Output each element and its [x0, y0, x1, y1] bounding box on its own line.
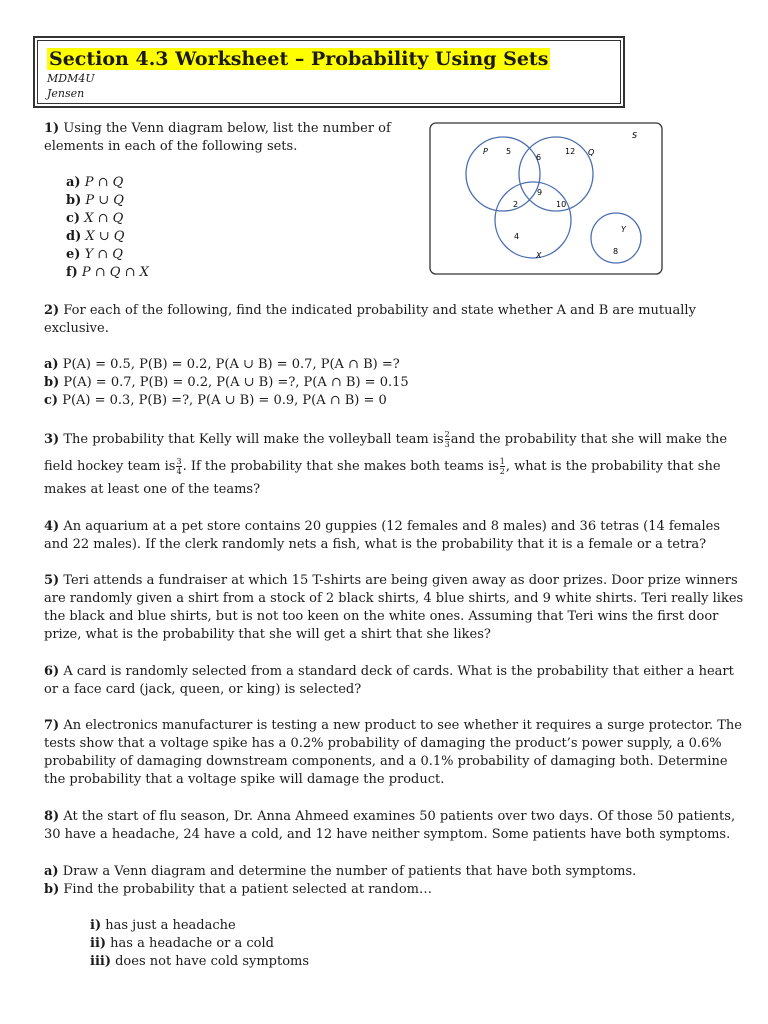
set-p-label: P [483, 147, 488, 156]
q1-line1: 1) Using the Venn diagram below, list the number of [44, 121, 391, 136]
q5-line1: 5) Teri attends a fundraiser at which 15 T-shirts are being given away as door prizes. Door prize winners [44, 573, 738, 588]
q4-line1: 4) An aquarium at a pet store contains 20 guppies (12 females and 8 males) and 36 tetras (14 females [44, 519, 720, 534]
course-code: MDM4U [47, 72, 95, 85]
q8-line2: 30 have a headache, 24 have a cold, and 12 have neither symptom. Some patients have both symptoms. [44, 827, 731, 842]
region-pq-only: 6 [536, 153, 542, 162]
q7-line3: probability of damaging downstream components, and a 0.1% probability of damaging both. Determine [44, 754, 728, 769]
q1-line2: elements in each of the following sets. [44, 139, 298, 154]
universal-set-rect [430, 123, 662, 274]
venn-diagram [428, 121, 664, 276]
q2-line1: 2) For each of the following, find the indicated probability and state whether A and B are mutually [44, 303, 696, 318]
set-y-label: Y [621, 225, 626, 234]
q8-sub-i: i) has just a headache [90, 918, 236, 933]
region-y-only: 8 [613, 247, 619, 256]
region-qx-only: 10 [556, 200, 567, 209]
q8-part-a: a) Draw a Venn diagram and determine the number of patients that have both symptoms. [44, 864, 637, 879]
fraction-three-quarters: $\frac{3}{4}$ [176, 457, 182, 476]
q2-part-a: a) P(A) = 0.5, P(B) = 0.2, P(A ∪ B) = 0.7, P(A ∩ B) =? [44, 357, 400, 372]
set-x-circle [495, 182, 571, 258]
region-q-only: 12 [565, 147, 576, 156]
q7-line1: 7) An electronics manufacturer is testing a new product to see whether it requires a surge protector. The [44, 718, 742, 733]
region-x-only: 4 [514, 232, 520, 241]
q2-part-c: c) P(A) = 0.3, P(B) =?, P(A ∪ B) = 0.9, P(A ∩ B) = 0 [44, 393, 387, 408]
q1-item-e: e) Y ∩ Q [66, 247, 123, 262]
q1-item-a: a) P ∩ Q [66, 175, 124, 190]
q5-line2: are randomly given a shirt from a stock of 2 black shirts, 4 blue shirts, and 9 white shirts. Teri really likes [44, 591, 744, 606]
fraction-one-half: $\frac{1}{2}$ [499, 457, 505, 476]
q3-line1: 3) The probability that Kelly will make the volleyball team is $\frac{2}{3}$ and the probability that she will make the [44, 430, 728, 449]
q8-sub-ii: ii) has a headache or a cold [90, 936, 274, 951]
q2-line2: exclusive. [44, 321, 109, 336]
region-pqx: 9 [537, 188, 543, 197]
q1-item-f: f) P ∩ Q ∩ X [66, 265, 149, 280]
q8-part-b: b) Find the probability that a patient selected at random… [44, 882, 432, 897]
q5-line4: prize, what is the probability that she will get a shirt that she likes? [44, 627, 491, 642]
q6-line1: 6) A card is randomly selected from a standard deck of cards. What is the probability that either a heart [44, 664, 734, 679]
q1-item-b: b) P ∪ Q [66, 193, 124, 208]
set-x-label: X [536, 251, 542, 260]
q8-sub-iii: iii) does not have cold symptoms [90, 954, 310, 969]
q3-line2: field hockey team is $\frac{3}{4}$ . If the probability that she makes both teams is $\frac{1}{2}$ , what is the probability that she [44, 457, 721, 476]
worksheet-title: Section 4.3 Worksheet – Probability Using Sets [49, 48, 549, 70]
worksheet-header [33, 36, 625, 108]
q3-line3: makes at least one of the teams? [44, 482, 261, 497]
teacher-name: Jensen [47, 87, 85, 100]
q7-line2: tests show that a voltage spike has a 0.2% probability of damaging the product’s power supply, a 0.6% [44, 736, 722, 751]
universe-label: S [632, 131, 638, 140]
q5-line3: the black and blue shirts, but is not too keen on the white ones. Assuming that Teri wins the first door [44, 609, 719, 624]
region-p-only: 5 [506, 147, 512, 156]
q8-line1: 8) At the start of flu season, Dr. Anna Ahmeed examines 50 patients over two days. Of those 50 patients, [44, 809, 736, 824]
fraction-two-thirds: $\frac{2}{3}$ [444, 430, 450, 449]
region-px-only: 2 [513, 200, 519, 209]
q1-item-d: d) X ∪ Q [66, 229, 125, 244]
q1-item-c: c) X ∩ Q [66, 211, 124, 226]
set-q-label: Q [588, 148, 595, 157]
q2-part-b: b) P(A) = 0.7, P(B) = 0.2, P(A ∪ B) =?, P(A ∩ B) = 0.15 [44, 375, 409, 390]
q7-line4: the probability that a voltage spike will damage the product. [44, 772, 445, 787]
q4-line2: and 22 males). If the clerk randomly nets a fish, what is the probability that it is a female or a tetra? [44, 537, 707, 552]
q6-line2: or a face card (jack, queen, or king) is selected? [44, 682, 362, 697]
